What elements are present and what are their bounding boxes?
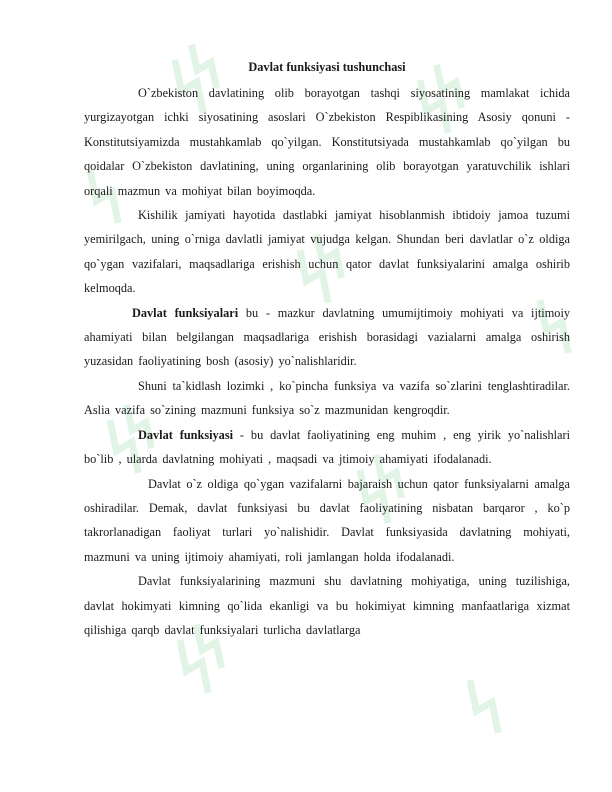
watermark-mark [461, 676, 507, 737]
paragraph-text: bu - mazkur davlatning umumijtimoiy mohiyati va ijtimoiy ahamiyati bilan belgilangan maqsadlariga erishish borasidagi vazialarni amalga oshirish yuzasidan faoliyatining bosh (asosiy) yo`nalishlaridir. [84, 305, 571, 369]
bold-term: Davlat funksiyalari [132, 305, 239, 320]
bold-term: Davlat funksiyasi [138, 427, 234, 442]
paragraph-2 [84, 203, 570, 301]
document-body [84, 57, 570, 642]
paragraph-3 [84, 301, 570, 374]
paragraph-4 [84, 374, 570, 423]
paragraph-1 [84, 81, 570, 203]
paragraph-6 [84, 472, 570, 570]
paragraph-text: Shuni ta`kidlash lozimki , ko`pincha funksiya va vazifa so`zlarini tenglashtiradilar. Aslia vazifa so`zining mazmuni funksiya so`z mazmunidan kengroqdir. [84, 378, 570, 418]
paragraph-text: Davlat o`z oldiga qo`ygan vazifalarni bajaraish uchun qator funksiyalarni amalga oshiradilar. Demak, davlat funksiyasi bu davlat faoliyatining nisbatan barqaror , ko`p takrorlanadigan faoliyat turlari yo`nalishidir. Davlat funksiyasida davlatning mohiyati, mazmuni va uning ijtimoiy ahamiyati, roli jamlangan holda ifodalanadi. [84, 476, 570, 564]
paragraph-7 [84, 569, 570, 642]
paragraph-text: Kishilik jamiyati hayotida dastlabki jamiyat hisoblanmish ibtidoiy jamoa tuzumi yemirilgach, uning o`rniga davlatli jamiyat vujudga kelgan. Shundan beri davlatlar o`z oldiga qo`ygan vazifalari, maqsadlariga erishish uchun qator davlat funksiyalarini amalga oshirib kelmoqda. [84, 208, 570, 296]
paragraph-5 [84, 423, 570, 472]
document-title: Davlat funksiyasi tushunchasi [248, 60, 406, 74]
paragraph-text: Davlat funksiyalarining mazmuni shu davlatning mohiyatiga, uning tuzilishiga, davlat hokimyati kimning qo`lida ekanligi va bu hokimiyat kimning manfaatlariga xizmat qilishiga qarqb davlat funksiyalari turlicha davlatlarga [84, 574, 570, 637]
paragraph-text: O`zbekiston davlatining olib borayotgan tashqi siyosatining mamlakat ichida yurgizayotgan ichki siyosatining asoslari O`zbekiston Respiblikasining Asosiy qonuni - Konstitutsiyamizda mustahkamlab qo`yilgan. Konstitutsiyada mustahkamlab qo`yilgan bu qoidalar O`zbekiston davlatining, uning organlarining olib borayotgan yaratuvchilik ishlari orqali mazmun va mohiyat bilan boyimoqda. [84, 86, 570, 198]
paragraph-text: - bu davlat faoliyatining eng muhim , eng yirik yo`nalishlari bo`lib , ularda davlatning mohiyati , maqsadi va jtimoiy ahamiyati ifodalanadi. [84, 427, 570, 467]
